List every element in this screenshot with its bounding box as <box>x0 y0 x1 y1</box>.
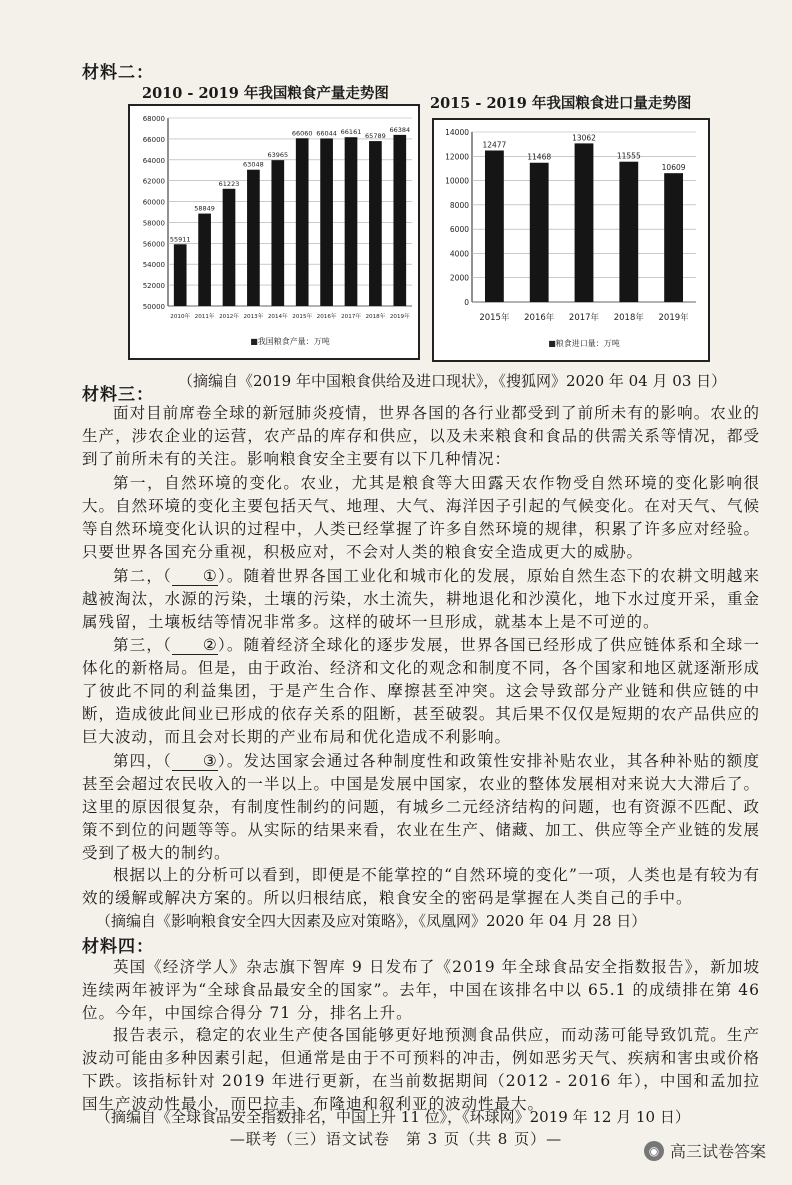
wechat-icon: ◉ <box>644 1141 664 1161</box>
bar-value-label: 66161 <box>340 128 362 137</box>
y-tick-label: 6000 <box>449 225 469 235</box>
blank-2: ② <box>172 637 218 655</box>
bar-value-label: 55911 <box>169 235 191 244</box>
y-tick-label: 58000 <box>142 219 165 228</box>
bar <box>485 150 504 302</box>
para4-body: ）。随着经济全球化的逐步发展，世界各国已经形成了供应链体系和全球一体化的新格局。但是，由于政治、经济和文化的观念和制度不同，各个国家和地区就逐渐形成了彼此不同的利益集团，于是产生合作、摩擦甚至冲突。这会导致部分产业链和供应链的中断，造成彼此间业已形成的依存关系的阻断，甚至破裂。其后果不仅仅是短期的农产品供应的巨大波动，而且会对长期的产业布局和优化造成不利影响。 <box>82 636 760 746</box>
y-tick-label: 10000 <box>445 176 469 186</box>
material4-source: （摘编自《全球食品安全指数排名，中国上升 11 位》，《环球网》2019 年 12 月 10 日） <box>96 1108 690 1126</box>
blank-3: ③ <box>172 753 218 771</box>
bar-value-label: 13062 <box>572 133 596 143</box>
y-tick-label: 56000 <box>142 240 165 249</box>
grain-production-svg <box>130 106 418 358</box>
material3-para4 <box>82 634 760 749</box>
x-tick-label: 2018年 <box>613 313 644 323</box>
para4-prefix: 第三，（ <box>113 636 172 654</box>
bar <box>575 143 594 302</box>
legend-label: ■我国粮食产量：万吨 <box>250 337 330 346</box>
para5-body: ）。发达国家会通过各种制度性和政策性安排补贴农业，其各种补贴的额度甚至会超过农民收入的一半以上。中国是发展中国家，农业的整体发展相对来说大大滞后了。这里的原因很复杂，有制度性制约的问题，有城乡二元经济结构的问题，也有资源不匹配、政策不到位的问题等等。从实际的结果来看，农业在生产、储藏、加工、供应等全产业链的发展受到了极大的制约。 <box>82 752 760 862</box>
y-tick-label: 62000 <box>142 177 165 186</box>
x-tick-label: 2016年 <box>524 313 555 323</box>
bar-value-label: 63048 <box>243 160 264 169</box>
bar-value-label: 10609 <box>661 163 686 173</box>
right-chart-title: 2015 - 2019 年我国粮食进口量走势图 <box>430 95 692 112</box>
bar-value-label: 12477 <box>482 140 507 150</box>
material3-heading: 材料三： <box>82 385 154 405</box>
x-tick-label: 2011年 <box>194 314 215 320</box>
x-tick-label: 2012年 <box>219 314 239 320</box>
x-tick-label: 2015年 <box>292 314 313 320</box>
material3-para2: 第一，自然环境的变化。农业，尤其是粮食等大田露天农作物受自然环境的变化影响很大。自然环境的变化主要包括天气、地理、大气、海洋因子引起的气候变化。在对天气、气候等自然环境变化认识的过程中，人类已经掌握了许多自然环境的规律，积累了许多应对经验。只要世界各国充分重视，积极应对，不会对人类的粮食安全造成更大的威胁。 <box>82 474 760 561</box>
y-tick-label: 12000 <box>445 152 469 162</box>
y-tick-label: 8000 <box>449 200 469 210</box>
y-tick-label: 0 <box>464 298 469 307</box>
para3-body: ）。随着世界各国工业化和城市化的发展，原始自然生态下的农耕文明越来越被淘汰，水源的污染，土壤的污染，水土流失，耕地退化和沙漠化，地下水过度开采，重金属残留，土壤板结等情况非常多。这样的破坏一旦形成，就基本上是不可逆的。 <box>82 567 760 631</box>
bar-value-label: 66044 <box>316 129 337 138</box>
bar-value-label: 65789 <box>365 132 386 141</box>
bar <box>530 163 549 302</box>
grain-import-chart <box>432 118 710 362</box>
legend-label: ■粮食进口量：万吨 <box>548 339 620 348</box>
bar <box>174 244 187 306</box>
bar-value-label: 11555 <box>616 151 641 161</box>
bar <box>369 141 382 306</box>
bar <box>619 162 638 302</box>
grain-production-chart <box>128 104 420 360</box>
y-tick-label: 60000 <box>142 198 165 207</box>
bar <box>664 173 683 302</box>
x-tick-label: 2019年 <box>658 313 689 323</box>
material4-heading: 材料四： <box>82 937 154 957</box>
x-tick-label: 2014年 <box>267 314 288 320</box>
bar-value-label: 58849 <box>194 204 215 213</box>
watermark-text: 高三试卷答案 <box>669 1142 766 1161</box>
blank-1: ① <box>172 568 218 586</box>
bar-value-label: 11468 <box>527 152 552 162</box>
material3-para6: 根据以上的分析可以看到，即便是不能掌控的“自然环境的变化”一项，人类也是有较为有效的缓解或解决方案的。所以归根结底，粮食安全的密码是掌握在人类自己的手中。 <box>82 866 760 907</box>
bar <box>247 170 260 306</box>
bar <box>223 189 236 306</box>
material3-para3 <box>82 565 760 634</box>
y-tick-label: 68000 <box>142 115 165 123</box>
y-tick-label: 4000 <box>449 249 469 259</box>
x-tick-label: 2017年 <box>568 313 600 323</box>
x-tick-label: 2016年 <box>316 314 337 320</box>
bar <box>345 137 358 306</box>
material3-para5 <box>82 750 760 865</box>
material3-para1: 面对目前席卷全球的新冠肺炎疫情，世界各国的各行业都受到了前所未有的影响。农业的生产，涉农企业的运营，农产品的库存和供应，以及未来粮食和食品的供需关系等情况，都受到了前所未有的关注。影响粮食安全主要有以下几种情况： <box>82 404 760 468</box>
y-tick-label: 52000 <box>142 282 165 291</box>
y-tick-label: 2000 <box>449 273 469 283</box>
x-tick-label: 2013年 <box>243 314 264 320</box>
y-tick-label: 66000 <box>142 135 165 144</box>
y-tick-label: 54000 <box>142 261 165 270</box>
para5-prefix: 第四，（ <box>113 752 172 770</box>
bar-value-label: 63965 <box>267 151 289 160</box>
grain-import-svg <box>434 120 708 360</box>
y-tick-label: 14000 <box>445 128 469 137</box>
material2-source: （摘编自《2019 年中国粮食供给及进口现状》，《搜狐网》2020 年 04 月 03 日） <box>178 372 727 390</box>
bar <box>271 160 284 306</box>
bar-value-label: 61223 <box>218 179 240 188</box>
material2-heading: 材料二： <box>82 63 154 83</box>
x-tick-label: 2010年 <box>170 314 191 320</box>
x-tick-label: 2017年 <box>341 314 361 320</box>
bar-value-label: 66060 <box>291 129 313 138</box>
x-tick-label: 2018年 <box>365 314 386 320</box>
material4-para1: 英国《经济学人》杂志旗下智库 9 日发布了《2019 年全球食品安全指数报告》，新加坡连续两年被评为“全球食品最安全的国家”。去年，中国在该排名中以 65.1 的成绩排在第 46 位。今年，中国综合得分 71 分，排名上升。 <box>82 958 760 1022</box>
y-tick-label: 64000 <box>142 156 165 165</box>
x-tick-label: 2015年 <box>479 313 510 323</box>
material3-source: （摘编自《影响粮食安全四大因素及应对策略》，《凤凰网》2020 年 04 月 28 日） <box>96 912 647 930</box>
y-tick-label: 50000 <box>142 303 165 311</box>
x-tick-label: 2019年 <box>389 314 410 320</box>
bar-value-label: 66384 <box>389 125 411 134</box>
watermark <box>644 1139 766 1162</box>
material4-para2: 报告表示，稳定的农业生产使各国能够更好地预测食品供应，而动荡可能导致饥荒。生产波动可能由多种因素引起，但通常是由于不可预料的冲击，例如恶劣天气、疾病和害虫或价格下跌。该指标针对 2019 年进行更新，在当前数据期间（2012 - 2016 年），中国和孟加拉国生产波动性最小，而巴拉圭、布隆迪和叙利亚的波动性最大。 <box>82 1026 760 1113</box>
left-chart-title: 2010 - 2019 年我国粮食产量走势图 <box>142 85 389 102</box>
bar <box>296 138 309 306</box>
para3-prefix: 第二，（ <box>113 567 172 585</box>
page-footer: —联考（三）语文试卷 第 3 页（共 8 页）— <box>229 1130 563 1148</box>
bar <box>198 214 211 306</box>
bar <box>320 138 333 306</box>
bar <box>393 135 406 306</box>
